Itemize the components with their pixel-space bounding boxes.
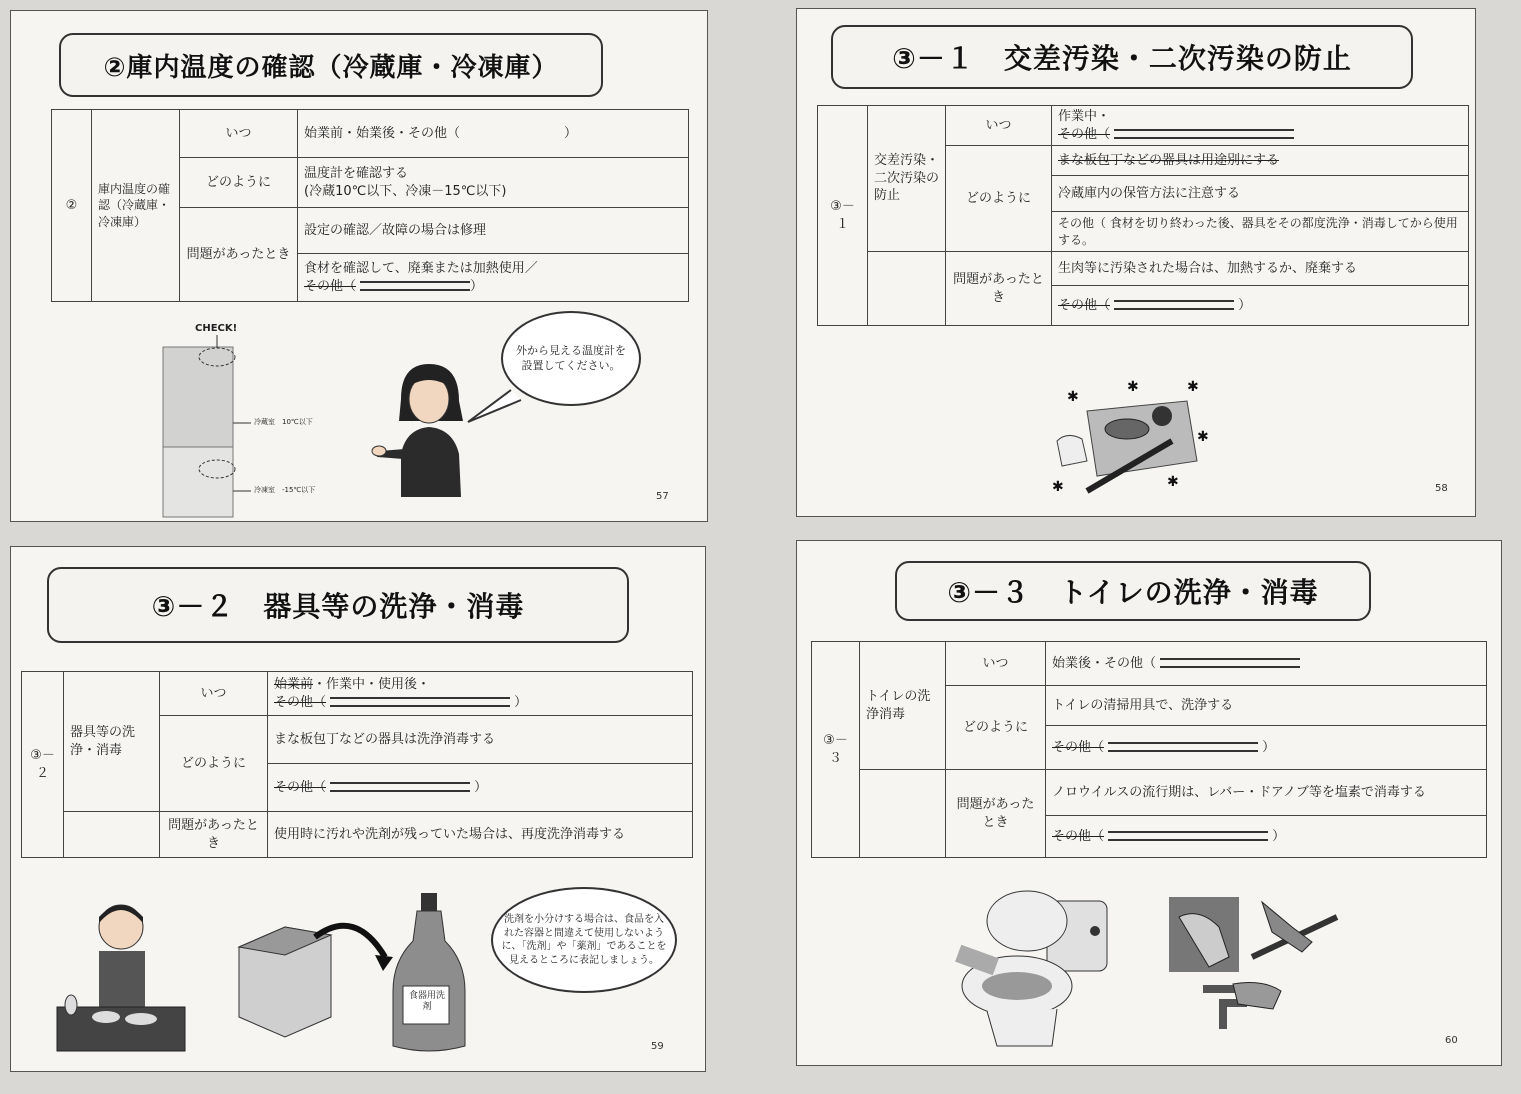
- door-knob-cleaning-icon: [1169, 897, 1239, 972]
- slide-59: [10, 546, 706, 1072]
- category-cell: 庫内温度の確認（冷蔵庫・冷凍庫）: [92, 110, 180, 302]
- when-value: 作業中・ その他（: [1052, 106, 1469, 146]
- how-value-1: まな板包丁などの器具は用途別にする: [1052, 146, 1469, 176]
- problem-value: 使用時に汚れや洗剤が残っていた場合は、再度洗浄消毒する: [268, 812, 693, 858]
- slide-title: ②庫内温度の確認（冷蔵庫・冷凍庫）: [59, 33, 603, 97]
- woman-icon: [371, 359, 481, 499]
- row-number: ③－１: [818, 106, 868, 326]
- how-value: 温度計を確認する (冷蔵10℃以下、冷凍－15℃以下): [298, 158, 689, 208]
- row-number: ③－２: [22, 672, 64, 858]
- when-label: いつ: [160, 672, 268, 716]
- svg-text:✱: ✱: [1052, 479, 1064, 495]
- hygiene-table: [817, 105, 1469, 326]
- how-value-2: その他（ ）: [268, 764, 693, 812]
- hygiene-table: [51, 109, 689, 302]
- slide-title: ③－２ 器具等の洗浄・消毒: [47, 567, 629, 643]
- problem-value-1: 生肉等に汚染された場合は、加熱するか、廃棄する: [1052, 252, 1469, 286]
- speech-bubble: 洗剤を小分けする場合は、食品を入れた容器と間違えて使用しないように、「洗剤」や「薬剤」であることを見えるところに表記しましょう。: [491, 887, 677, 993]
- toilet-icon: [957, 891, 1117, 1051]
- slide-title: ③－３ トイレの洗浄・消毒: [895, 561, 1371, 621]
- row-number: ③－３: [812, 642, 860, 858]
- slide-58: [796, 8, 1476, 517]
- svg-text:✱: ✱: [1067, 389, 1079, 405]
- category-cell: 交差汚染・二次汚染の防止: [868, 106, 946, 252]
- svg-text:✱: ✱: [1127, 379, 1139, 395]
- bubble-tail: [466, 386, 526, 426]
- how-value-3: その他（ 食材を切り終わった後、器具をその都度洗浄・消毒してから使用する。: [1052, 212, 1469, 252]
- hygiene-table: [811, 641, 1487, 858]
- bottle-icon: [389, 891, 469, 1056]
- page-number: 59: [651, 1041, 664, 1052]
- how-value-2: 冷蔵庫内の保管方法に注意する: [1052, 176, 1469, 212]
- when-label: いつ: [946, 106, 1052, 146]
- row-number: ②: [52, 110, 92, 302]
- check-label: CHECK!: [195, 323, 238, 334]
- problem-label: 問題があったとき: [946, 252, 1052, 326]
- problem-value-2: 食材を確認して、廃棄または加熱使用／ その他（ ）: [298, 254, 689, 302]
- page-number: 58: [1435, 483, 1448, 494]
- how-value-2: その他（ ）: [1046, 726, 1487, 770]
- when-label: いつ: [180, 110, 298, 158]
- fridge-label-1: 冷蔵室 10℃以下: [254, 418, 313, 426]
- page-number: 60: [1445, 1035, 1458, 1046]
- cutting-board-icon: [1047, 381, 1207, 501]
- svg-text:✱: ✱: [1197, 429, 1209, 445]
- hygiene-table: [21, 671, 693, 858]
- when-value: 始業前・始業後・その他（ ）: [298, 110, 689, 158]
- slide-title: ③－１ 交差汚染・二次汚染の防止: [831, 25, 1413, 89]
- problem-label: 問題があったとき: [180, 208, 298, 302]
- how-value-1: トイレの清掃用具で、洗浄する: [1046, 686, 1487, 726]
- svg-text:✱: ✱: [1167, 474, 1179, 490]
- category-cell: 器具等の洗浄・消毒: [64, 672, 160, 812]
- svg-text:✱: ✱: [1187, 379, 1199, 395]
- category-cell: トイレの洗浄消毒: [860, 642, 946, 770]
- problem-label: 問題があったとき: [160, 812, 268, 858]
- how-value-1: まな板包丁などの器具は洗浄消毒する: [268, 716, 693, 764]
- faucet-cleaning-icon: [1193, 979, 1283, 1041]
- slide-60: [796, 540, 1502, 1066]
- page-number: 57: [656, 491, 669, 502]
- bottle-label: 食器用洗剤: [408, 991, 445, 1012]
- slide-57: [10, 10, 708, 522]
- when-value: 始業後・その他（: [1046, 642, 1487, 686]
- speech-bubble: 外から見える温度計を設置してください。: [501, 311, 641, 406]
- when-label: いつ: [946, 642, 1046, 686]
- fridge-illustration: [159, 323, 329, 521]
- problem-value-1: 設定の確認／故障の場合は修理: [298, 208, 689, 254]
- problem-value-1: ノロウイルスの流行期は、レバー・ドアノブ等を塩素で消毒する: [1046, 770, 1487, 816]
- problem-value-2: その他（ ）: [1052, 286, 1469, 326]
- how-label: どのように: [946, 686, 1046, 770]
- problem-value-2: その他（ ）: [1046, 816, 1487, 858]
- how-label: どのように: [946, 146, 1052, 252]
- problem-label: 問題があったとき: [946, 770, 1046, 858]
- how-label: どのように: [180, 158, 298, 208]
- how-label: どのように: [160, 716, 268, 812]
- fridge-label-2: 冷凍室 -15℃以下: [254, 486, 316, 494]
- detergent-bottle: [389, 891, 469, 1056]
- washing-dishes-icon: [51, 897, 191, 1057]
- when-value: 始業前・作業中・使用後・ その他（ ）: [268, 672, 693, 716]
- handrail-cleaning-icon: [1252, 897, 1337, 972]
- detergent-container-icon: [235, 907, 395, 1037]
